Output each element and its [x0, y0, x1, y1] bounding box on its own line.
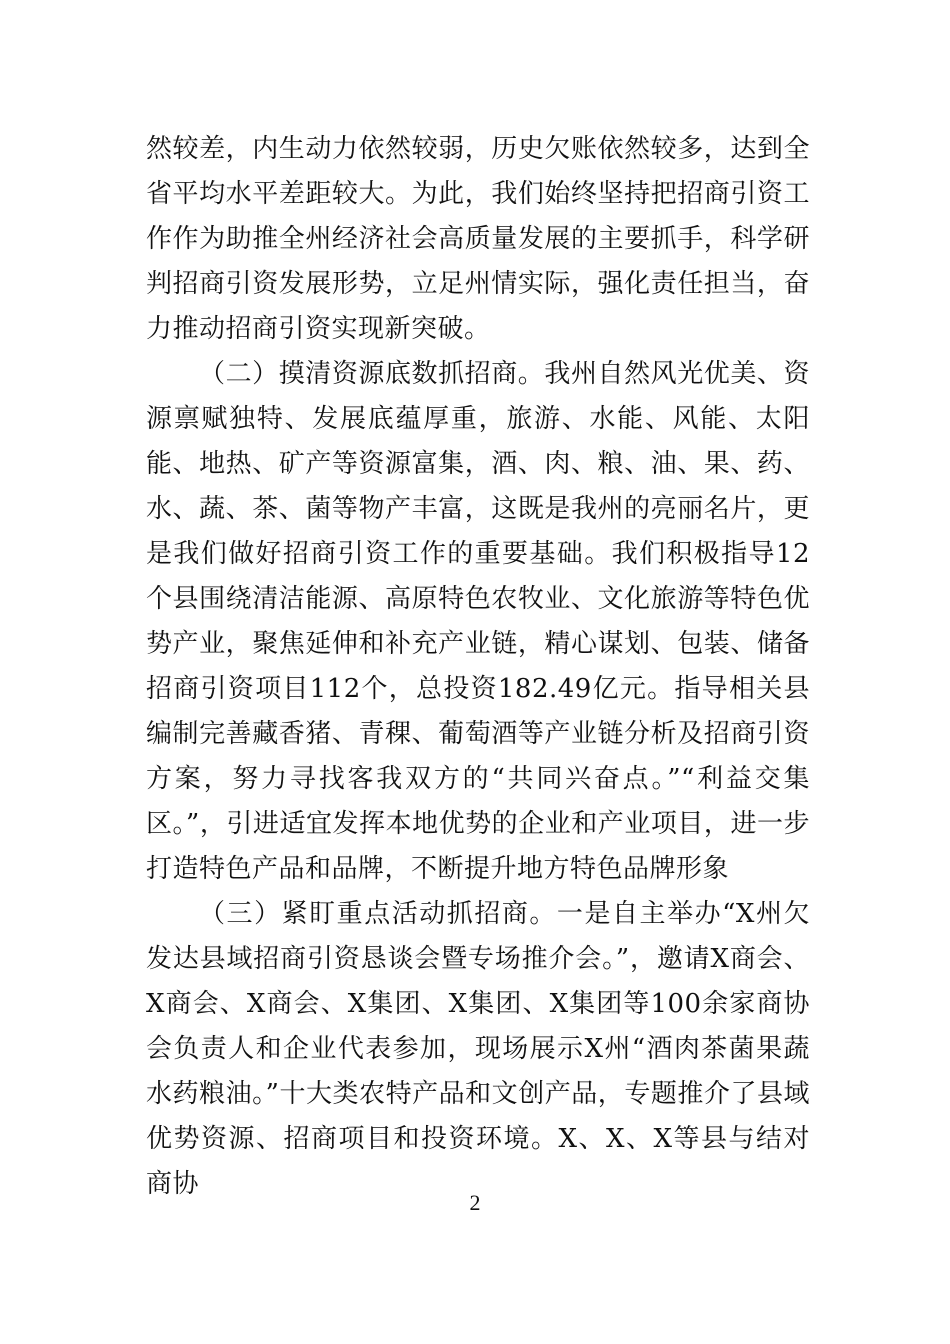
paragraph-text: 然较差，内生动力依然较弱，历史欠账依然较多，达到全省平均水平差距较大。为此，我们始终坚持把招商引资工作作为助推全州经济社会高质量发展的主要抓手，科学研判招商引资发展形势，立足州情实际，强化责任担当，奋力推动招商引资实现新突破。 — [146, 134, 810, 344]
paragraph-section-two — [146, 352, 810, 892]
document-page — [146, 127, 810, 1207]
section-heading: （二）摸清资源底数抓招商。 — [199, 359, 545, 389]
page-number: 2 — [469, 1190, 481, 1215]
paragraph-text: 我州自然风光优美、资源禀赋独特、发展底蕴厚重，旅游、水能、风能、太阳能、地热、矿产等资源富集，酒、肉、粮、油、果、药、水、蔬、茶、菌等物产丰富，这既是我州的亮丽名片，更是我们做好招商引资工作的重要基础。我们积极指导12个县围绕清洁能源、高原特色农牧业、文化旅游等特色优势产业，聚焦延伸和补充产业链，精心谋划、包装、储备招商引资项目112个，总投资182.49亿元。指导相关县编制完善藏香猪、青稞、葡萄酒等产业链分析及招商引资方案，努力寻找客我双方的“共同兴奋点。”“利益交集区。”，引进适宜发挥本地优势的企业和产业项目，进一步打造特色产品和品牌，不断提升地方特色品牌形象 — [146, 359, 810, 884]
paragraph-text: 一是自主举办“X州欠发达县域招商引资恳谈会暨专场推介会。”，邀请X商会、X商会、X商会、X集团、X集团、X集团等100余家商协会负责人和企业代表参加，现场展示X州“酒肉茶菌果蔬水药粮油。”十大类农特产品和文创产品，专题推介了县域优势资源、招商项目和投资环境。X、X、X等县与结对商协 — [146, 899, 810, 1199]
paragraph-continuation — [146, 127, 810, 352]
paragraph-section-three — [146, 892, 810, 1207]
section-heading: （三）紧盯重点活动抓招商。 — [199, 899, 557, 929]
